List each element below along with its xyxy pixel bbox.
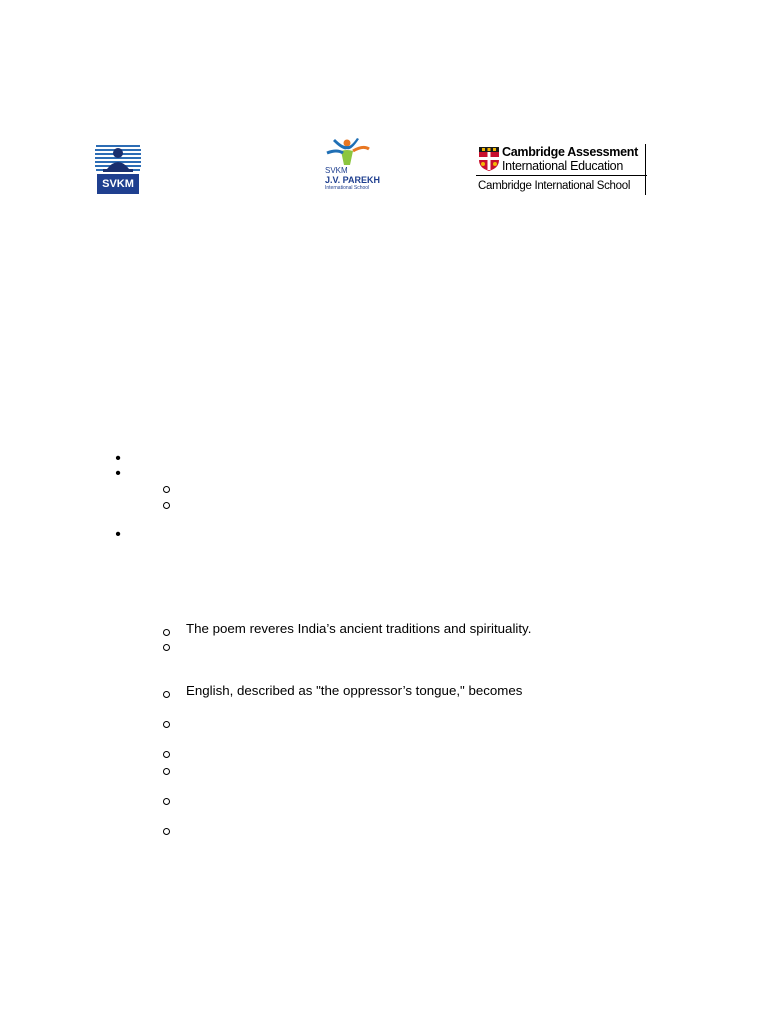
jv-parekh-line3: International School bbox=[325, 185, 370, 191]
cambridge-line2: International Education bbox=[502, 159, 623, 173]
cambridge-line1: Cambridge Assessment bbox=[502, 145, 638, 159]
list-item: The poem reveres India’s ancient traditions and spirituality. bbox=[186, 621, 532, 636]
list-bullet bbox=[161, 497, 171, 511]
list-bullet bbox=[113, 466, 123, 481]
jv-parekh-logo bbox=[323, 137, 381, 195]
list-bullet bbox=[161, 624, 171, 638]
cambridge-line3: Cambridge International School bbox=[478, 180, 631, 192]
list-bullet bbox=[161, 823, 171, 837]
cambridge-divider bbox=[476, 175, 647, 176]
list-bullet bbox=[161, 639, 171, 653]
svkm-logo bbox=[95, 141, 141, 196]
cambridge-logo bbox=[476, 144, 647, 197]
list-bullet bbox=[161, 481, 171, 495]
list-item: English, described as "the oppressor’s tongue," becomes bbox=[186, 683, 523, 698]
list-bullet bbox=[113, 527, 123, 542]
list-bullet bbox=[113, 451, 123, 466]
svkm-logo-text: SVKM bbox=[102, 178, 134, 190]
jv-parekh-line1: SVKM bbox=[325, 166, 348, 175]
list-bullet bbox=[161, 716, 171, 730]
list-bullet bbox=[161, 746, 171, 760]
list-bullet bbox=[161, 763, 171, 777]
list-bullet bbox=[161, 686, 171, 700]
figure-icon bbox=[323, 137, 381, 167]
list-bullet bbox=[161, 793, 171, 807]
cambridge-border bbox=[645, 144, 646, 195]
cambridge-crest-icon bbox=[478, 146, 500, 172]
jv-parekh-line2: J.V. PAREKH bbox=[325, 175, 381, 185]
